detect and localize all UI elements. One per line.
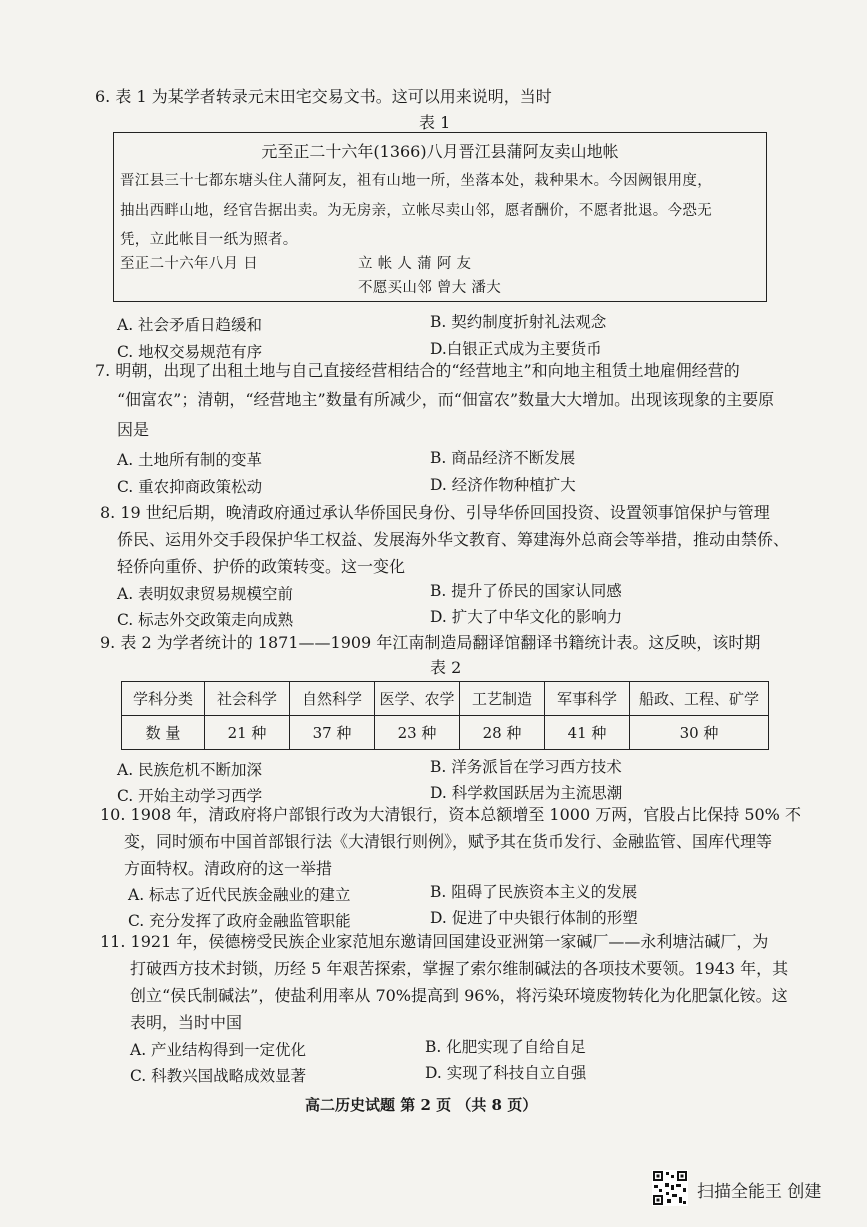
table-header-cell: 军事科学	[545, 682, 630, 716]
document-signature-1: 立 帐 人 蒲 阿 友	[358, 256, 472, 272]
q6-stem: 6. 表 1 为某学者转录元末田宅交易文书。这可以用来说明，当时	[95, 87, 552, 106]
land-sale-document-box	[113, 132, 767, 302]
q7-line-3: 因是	[117, 420, 150, 439]
q7-option-b[interactable]: B. 商品经济不断发展	[430, 449, 576, 467]
q8-option-a[interactable]: A. 表明奴隶贸易规模空前	[117, 585, 294, 603]
document-line-2: 抽出西畔山地，经官告据出卖。为无房亲，立帐尽卖山邻，愿者酬价，不愿者批退。今恐无	[120, 203, 712, 219]
table-header-cell: 社会科学	[205, 682, 290, 716]
q8-option-b[interactable]: B. 提升了侨民的国家认同感	[430, 582, 622, 600]
q10-option-d[interactable]: D. 促进了中央银行体制的形塑	[430, 909, 638, 927]
q11-line-2: 打破西方技术封锁，历经 5 年艰苦探索，掌握了索尔维制碱法的各项技术要领。1943 年，其	[130, 959, 789, 978]
qr-code-icon	[652, 1170, 688, 1206]
q10-line-1: 10. 1908 年，清政府将户部银行改为大清银行，资本总额增至 1000 万两，官股占比保持 50% 不	[100, 805, 801, 824]
scanner-watermark-label: 扫描全能王 创建	[697, 1182, 822, 1202]
q11-option-a[interactable]: A. 产业结构得到一定优化	[130, 1041, 307, 1059]
q11-line-1: 11. 1921 年，侯德榜受民族企业家范旭东邀请回国建设亚洲第一家碱厂——永利塘沽碱厂，为	[100, 932, 769, 951]
q10-option-b[interactable]: B. 阻碍了民族资本主义的发展	[430, 883, 638, 901]
table-cell: 30 种	[630, 716, 769, 750]
q8-option-d[interactable]: D. 扩大了中华文化的影响力	[430, 608, 623, 626]
q10-option-c[interactable]: C. 充分发挥了政府金融监管职能	[128, 912, 351, 930]
q11-option-b[interactable]: B. 化肥实现了自给自足	[425, 1038, 586, 1056]
document-title: 元至正二十六年(1366)八月晋江县蒲阿友卖山地帐	[261, 142, 619, 161]
q10-option-a[interactable]: A. 标志了近代民族金融业的建立	[128, 886, 351, 904]
table-cell: 数 量	[122, 716, 205, 750]
table-header-cell: 自然科学	[290, 682, 375, 716]
q6-option-d[interactable]: D.白银正式成为主要货币	[430, 340, 602, 358]
q9-option-b[interactable]: B. 洋务派旨在学习西方技术	[430, 758, 622, 776]
document-date: 至正二十六年八月 日	[120, 256, 259, 272]
q9-option-d[interactable]: D. 科学救国跃居为主流思潮	[430, 784, 623, 802]
table-row	[122, 716, 769, 750]
table-header-cell: 医学、农学	[375, 682, 460, 716]
q7-option-c[interactable]: C. 重农抑商政策松动	[117, 478, 263, 496]
q9-option-c[interactable]: C. 开始主动学习西学	[117, 787, 263, 805]
table-cell: 23 种	[375, 716, 460, 750]
q11-line-4: 表明，当时中国	[130, 1013, 243, 1032]
document-line-3: 凭，立此帐目一纸为照者。	[120, 232, 298, 248]
table2-title: 表 2	[430, 658, 462, 677]
q7-option-a[interactable]: A. 土地所有制的变革	[117, 451, 263, 469]
q10-line-3: 方面特权。清政府的这一举措	[124, 859, 333, 878]
q7-line-1: 7. 明朝，出现了出租土地与自己直接经营相结合的“经营地主”和向地主租赁土地雇佣经营的	[95, 361, 740, 380]
q6-option-a[interactable]: A. 社会矛盾日趋缓和	[117, 316, 263, 334]
document-line-1: 晋江县三十七都东塘头住人蒲阿友，祖有山地一所，坐落本处，栽种果木。今因阙银用度，	[120, 173, 712, 189]
table-cell: 37 种	[290, 716, 375, 750]
q10-line-2: 变，同时颁布中国首部银行法《大清银行则例》，赋予其在货币发行、金融监管、国库代理等	[124, 832, 773, 851]
table-cell: 28 种	[460, 716, 545, 750]
translation-stats-table	[121, 681, 769, 750]
q6-option-b[interactable]: B. 契约制度折射礼法观念	[430, 313, 607, 331]
q8-line-3: 轻侨向重侨、护侨的政策转变。这一变化	[117, 557, 406, 576]
table-header-row	[122, 682, 769, 716]
table-cell: 41 种	[545, 716, 630, 750]
q8-line-1: 8. 19 世纪后期，晚清政府通过承认华侨国民身份、引导华侨回国投资、设置领事馆保护与管理	[100, 503, 770, 522]
q6-option-c[interactable]: C. 地权交易规范有序	[117, 343, 263, 361]
q9-option-a[interactable]: A. 民族危机不断加深	[117, 761, 263, 779]
table-header-cell: 工艺制造	[460, 682, 545, 716]
q7-option-d[interactable]: D. 经济作物种植扩大	[430, 476, 576, 494]
q11-option-d[interactable]: D. 实现了科技自立自强	[425, 1064, 587, 1082]
q9-stem: 9. 表 2 为学者统计的 1871——1909 年江南制造局翻译馆翻译书籍统计表。这反映，该时期	[100, 633, 761, 652]
table-header-cell: 学科分类	[122, 682, 205, 716]
table-cell: 21 种	[205, 716, 290, 750]
document-signature-2: 不愿买山邻 曾大 潘大	[358, 280, 502, 296]
table-header-cell: 船政、工程、矿学	[630, 682, 769, 716]
q7-line-2: “佃富农”；清朝，“经营地主”数量有所减少，而“佃富农”数量大大增加。出现该现象的主要原	[117, 390, 775, 409]
q8-option-c[interactable]: C. 标志外交政策走向成熟	[117, 611, 294, 629]
q11-option-c[interactable]: C. 科教兴国战略成效显著	[130, 1067, 307, 1085]
page-footer: 高二历史试题 第 2 页 （共 8 页）	[305, 1096, 538, 1114]
q11-line-3: 创立“侯氏制碱法”，使盐利用率从 70%提高到 96%，将污染环境废物转化为化肥氯化铵。这	[130, 986, 788, 1005]
table1-title: 表 1	[419, 113, 451, 132]
q8-line-2: 侨民、运用外交手段保护华工权益、发展海外华文教育、筹建海外总商会等举措，推动由禁侨、	[117, 530, 790, 549]
